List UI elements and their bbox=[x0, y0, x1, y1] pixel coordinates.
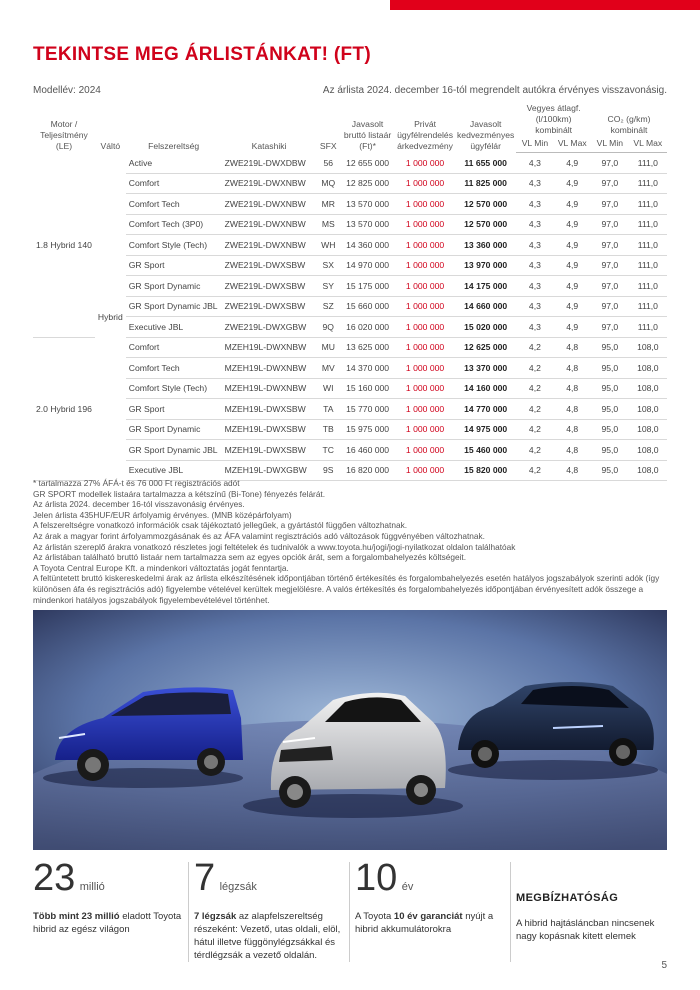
privat-cell: 1 000 000 bbox=[395, 317, 455, 338]
co2-max-cell: 111,0 bbox=[629, 173, 667, 194]
stat-bold-text: 7 légzsák bbox=[194, 911, 237, 922]
stat-number: 10 bbox=[355, 857, 398, 899]
sfx-cell: SX bbox=[317, 255, 341, 276]
footnote-line: A felszereltségre vonatkozó információk csak tájékoztató jellegűek, a gyártástól függően változhatnak. bbox=[33, 520, 408, 531]
javasolt-cell: 15 975 000 bbox=[340, 419, 395, 440]
table-row bbox=[33, 153, 667, 174]
price-table bbox=[33, 102, 667, 481]
stat-airbags bbox=[194, 858, 344, 962]
vl-max-cell: 4,9 bbox=[554, 255, 591, 276]
sfx-cell: TB bbox=[317, 419, 341, 440]
stat-unit: év bbox=[401, 881, 414, 893]
vl-max-cell: 4,9 bbox=[554, 153, 591, 174]
co2-min-cell: 95,0 bbox=[591, 419, 629, 440]
katashiki-cell: ZWE219L-DWXSBW bbox=[222, 296, 317, 317]
co2-min-cell: 95,0 bbox=[591, 440, 629, 461]
col-sfx-header: SFX bbox=[319, 140, 337, 151]
kedvezmenyes-cell: 15 820 000 bbox=[455, 460, 516, 481]
footnote-line: A feltüntetett bruttó kiskereskedelmi árak az árlista elkészítésének időpontjában történő értékesítés és forgalombahelyezés esetén hatályos jogszabályok szerinti adók (így különösen áfa és regisztrációs adó) figyelembe vételével kerültek megjelölésre. A valós értékesítés és forgalombahelyezés időpontjában érvényesített adók összege a mindenkori hatályos jogszabályok figyelembevételével történhet. bbox=[33, 573, 660, 605]
vl-min-cell: 4,3 bbox=[516, 194, 553, 215]
vl-max-cell: 4,8 bbox=[554, 460, 591, 481]
valto-cell: Hybrid bbox=[97, 311, 123, 322]
javasolt-cell: 16 820 000 bbox=[340, 460, 395, 481]
javasolt-cell: 14 370 000 bbox=[340, 358, 395, 379]
katashiki-cell: ZWE219L-DWXNBW bbox=[222, 235, 317, 256]
motor-cell: 2.0 Hybrid 196 bbox=[33, 337, 95, 481]
javasolt-cell: 16 020 000 bbox=[340, 317, 395, 338]
co2-min-cell: 97,0 bbox=[591, 235, 629, 256]
sfx-cell: WH bbox=[317, 235, 341, 256]
vl-max-cell: 4,9 bbox=[554, 214, 591, 235]
javasolt-cell: 15 770 000 bbox=[340, 399, 395, 420]
page-number: 5 bbox=[661, 960, 667, 971]
felszereltseg-cell: Comfort Tech bbox=[126, 358, 222, 379]
col-privat-header: Privát ügyfélrendelés árkedvezmény bbox=[397, 118, 453, 151]
stat-text: az alapfelszereltség részeként: Vezető, utas oldali, elöl, hátul illetve függönylégzsákkal és térdlégzsák a vezető oldalán. bbox=[194, 911, 341, 961]
stat-caption: MEGBÍZHATÓSÁG bbox=[516, 892, 619, 904]
col-co2-header: CO₂ (g/km) kombinált bbox=[607, 114, 651, 135]
co2-min-cell: 95,0 bbox=[591, 358, 629, 379]
divider bbox=[188, 862, 189, 962]
felszereltseg-cell: GR Sport Dynamic bbox=[126, 419, 222, 440]
vl-min-cell: 4,2 bbox=[516, 460, 553, 481]
javasolt-cell: 12 825 000 bbox=[340, 173, 395, 194]
kedvezmenyes-cell: 12 570 000 bbox=[455, 194, 516, 215]
katashiki-cell: ZWE219L-DWXNBW bbox=[222, 214, 317, 235]
co2-min-cell: 97,0 bbox=[591, 276, 629, 297]
katashiki-cell: ZWE219L-DWXGBW bbox=[222, 317, 317, 338]
table-row bbox=[33, 276, 667, 297]
kedvezmenyes-cell: 14 160 000 bbox=[455, 378, 516, 399]
javasolt-cell: 14 970 000 bbox=[340, 255, 395, 276]
javasolt-cell: 13 625 000 bbox=[340, 337, 395, 358]
co2-max-cell: 108,0 bbox=[629, 460, 667, 481]
katashiki-cell: MZEH19L-DWXSBW bbox=[222, 399, 317, 420]
co2-min-cell: 95,0 bbox=[591, 378, 629, 399]
footnote-line: Az árlista 2024. december 16-tól visszavonásig érvényes. bbox=[33, 499, 245, 510]
sfx-cell: MV bbox=[317, 358, 341, 379]
co2-min-cell: 97,0 bbox=[591, 214, 629, 235]
co2-max-cell: 111,0 bbox=[629, 317, 667, 338]
javasolt-cell: 15 660 000 bbox=[340, 296, 395, 317]
privat-cell: 1 000 000 bbox=[395, 214, 455, 235]
table-row bbox=[33, 358, 667, 379]
col-vl-max-header: VL Max bbox=[554, 137, 591, 153]
katashiki-cell: MZEH19L-DWXNBW bbox=[222, 358, 317, 379]
privat-cell: 1 000 000 bbox=[395, 399, 455, 420]
co2-min-cell: 95,0 bbox=[591, 460, 629, 481]
vl-min-cell: 4,2 bbox=[516, 358, 553, 379]
sfx-cell: MU bbox=[317, 337, 341, 358]
sfx-cell: SZ bbox=[317, 296, 341, 317]
co2-max-cell: 111,0 bbox=[629, 296, 667, 317]
vl-max-cell: 4,8 bbox=[554, 378, 591, 399]
motor-cell: 1.8 Hybrid 140 bbox=[33, 153, 95, 338]
felszereltseg-cell: Comfort Style (Tech) bbox=[126, 235, 222, 256]
javasolt-cell: 14 360 000 bbox=[340, 235, 395, 256]
sfx-cell: TA bbox=[317, 399, 341, 420]
kedvezmenyes-cell: 13 970 000 bbox=[455, 255, 516, 276]
kedvezmenyes-cell: 14 660 000 bbox=[455, 296, 516, 317]
stat-bold-text: 10 év garanciát bbox=[393, 911, 463, 922]
felszereltseg-cell: Comfort bbox=[126, 337, 222, 358]
col-valto-header: Váltó bbox=[100, 140, 121, 151]
vl-min-cell: 4,2 bbox=[516, 378, 553, 399]
vl-min-cell: 4,3 bbox=[516, 255, 553, 276]
vl-max-cell: 4,9 bbox=[554, 296, 591, 317]
vl-max-cell: 4,8 bbox=[554, 337, 591, 358]
felszereltseg-cell: Executive JBL bbox=[126, 460, 222, 481]
felszereltseg-cell: GR Sport Dynamic JBL bbox=[126, 440, 222, 461]
vl-min-cell: 4,2 bbox=[516, 440, 553, 461]
table-row bbox=[33, 337, 667, 358]
privat-cell: 1 000 000 bbox=[395, 235, 455, 256]
vl-max-cell: 4,9 bbox=[554, 276, 591, 297]
felszereltseg-cell: Comfort Tech bbox=[126, 194, 222, 215]
vl-max-cell: 4,8 bbox=[554, 358, 591, 379]
felszereltseg-cell: Comfort Style (Tech) bbox=[126, 378, 222, 399]
co2-max-cell: 108,0 bbox=[629, 337, 667, 358]
vl-max-cell: 4,9 bbox=[554, 235, 591, 256]
col-vl-min-header: VL Min bbox=[516, 137, 553, 153]
divider bbox=[510, 862, 511, 962]
kedvezmenyes-cell: 14 175 000 bbox=[455, 276, 516, 297]
sfx-cell: WI bbox=[317, 378, 341, 399]
stat-text: eladott Toyota hibrid az egész világon bbox=[33, 911, 182, 935]
vl-min-cell: 4,3 bbox=[516, 153, 553, 174]
privat-cell: 1 000 000 bbox=[395, 378, 455, 399]
co2-min-cell: 97,0 bbox=[591, 194, 629, 215]
katashiki-cell: MZEH19L-DWXNBW bbox=[222, 378, 317, 399]
privat-cell: 1 000 000 bbox=[395, 173, 455, 194]
javasolt-cell: 16 460 000 bbox=[340, 440, 395, 461]
privat-cell: 1 000 000 bbox=[395, 440, 455, 461]
javasolt-cell: 13 570 000 bbox=[340, 214, 395, 235]
table-row bbox=[33, 419, 667, 440]
privat-cell: 1 000 000 bbox=[395, 337, 455, 358]
footnotes bbox=[33, 478, 667, 605]
kedvezmenyes-cell: 15 460 000 bbox=[455, 440, 516, 461]
katashiki-cell: MZEH19L-DWXGBW bbox=[222, 460, 317, 481]
col-co2-min-header: VL Min bbox=[591, 137, 629, 153]
vl-max-cell: 4,8 bbox=[554, 419, 591, 440]
sfx-cell: MS bbox=[317, 214, 341, 235]
key-stats bbox=[33, 858, 667, 968]
kedvezmenyes-cell: 12 570 000 bbox=[455, 214, 516, 235]
co2-min-cell: 97,0 bbox=[591, 255, 629, 276]
co2-max-cell: 111,0 bbox=[629, 153, 667, 174]
corolla-lineup-image bbox=[33, 610, 667, 850]
cars-photo bbox=[33, 610, 667, 850]
katashiki-cell: MZEH19L-DWXSBW bbox=[222, 419, 317, 440]
vl-min-cell: 4,3 bbox=[516, 173, 553, 194]
table-row bbox=[33, 399, 667, 420]
validity-note: Az árlista 2024. december 16-tól megrendelt autókra érvényes visszavonásig. bbox=[322, 85, 667, 96]
table-row bbox=[33, 194, 667, 215]
vl-min-cell: 4,3 bbox=[516, 214, 553, 235]
table-row bbox=[33, 378, 667, 399]
vl-min-cell: 4,3 bbox=[516, 296, 553, 317]
kedvezmenyes-cell: 11 655 000 bbox=[455, 153, 516, 174]
kedvezmenyes-cell: 12 625 000 bbox=[455, 337, 516, 358]
vl-max-cell: 4,8 bbox=[554, 440, 591, 461]
felszereltseg-cell: GR Sport bbox=[126, 399, 222, 420]
felszereltseg-cell: GR Sport bbox=[126, 255, 222, 276]
co2-min-cell: 97,0 bbox=[591, 317, 629, 338]
col-motor-header: Motor / Teljesítmény (LE) bbox=[40, 118, 88, 151]
kedvezmenyes-cell: 14 770 000 bbox=[455, 399, 516, 420]
divider bbox=[349, 862, 350, 962]
sfx-cell: MQ bbox=[317, 173, 341, 194]
sfx-cell: 9S bbox=[317, 460, 341, 481]
stat-hybrids-sold bbox=[33, 858, 183, 936]
privat-cell: 1 000 000 bbox=[395, 460, 455, 481]
co2-min-cell: 97,0 bbox=[591, 296, 629, 317]
felszereltseg-cell: Active bbox=[126, 153, 222, 174]
co2-min-cell: 95,0 bbox=[591, 399, 629, 420]
javasolt-cell: 12 655 000 bbox=[340, 153, 395, 174]
vl-min-cell: 4,2 bbox=[516, 337, 553, 358]
stat-unit: légzsák bbox=[219, 881, 257, 893]
co2-max-cell: 111,0 bbox=[629, 235, 667, 256]
table-row bbox=[33, 317, 667, 338]
kedvezmenyes-cell: 13 360 000 bbox=[455, 235, 516, 256]
felszereltseg-cell: Executive JBL bbox=[126, 317, 222, 338]
stat-number: 23 bbox=[33, 857, 76, 899]
privat-cell: 1 000 000 bbox=[395, 358, 455, 379]
felszereltseg-cell: Comfort Tech (3P0) bbox=[126, 214, 222, 235]
katashiki-cell: ZWE219L-DWXSBW bbox=[222, 276, 317, 297]
stat-unit: millió bbox=[79, 881, 105, 893]
vl-min-cell: 4,3 bbox=[516, 235, 553, 256]
javasolt-cell: 15 175 000 bbox=[340, 276, 395, 297]
co2-min-cell: 95,0 bbox=[591, 337, 629, 358]
felszereltseg-cell: GR Sport Dynamic bbox=[126, 276, 222, 297]
katashiki-cell: MZEH19L-DWXSBW bbox=[222, 440, 317, 461]
javasolt-cell: 13 570 000 bbox=[340, 194, 395, 215]
katashiki-cell: MZEH19L-DWXNBW bbox=[222, 337, 317, 358]
col-kedvezmenyes-header: Javasolt kedvezményes ügyfélár bbox=[457, 118, 515, 151]
col-katashiki-header: Katashiki bbox=[251, 140, 287, 151]
sfx-cell: 9Q bbox=[317, 317, 341, 338]
footnote-line: GR SPORT modellek listaára tartalmazza a kétszínű (Bi-Tone) fényezés felárát. bbox=[33, 488, 326, 499]
col-felszereltseg-header: Felszereltség bbox=[148, 140, 200, 151]
top-accent-bar bbox=[390, 0, 700, 10]
stat-bold-text: Több mint 23 millió bbox=[33, 911, 120, 922]
sfx-cell: MR bbox=[317, 194, 341, 215]
footnote-line: Az árlistán szereplő árakra vonatkozó részletes jogi feltételek és tudnivalók a www.toyota.hu/jogi/jogi-nyilatkozat oldalon találhatóak bbox=[33, 541, 516, 552]
vl-min-cell: 4,3 bbox=[516, 276, 553, 297]
privat-cell: 1 000 000 bbox=[395, 153, 455, 174]
felszereltseg-cell: GR Sport Dynamic JBL bbox=[126, 296, 222, 317]
katashiki-cell: ZWE219L-DWXDBW bbox=[222, 153, 317, 174]
stat-text: A hibrid hajtásláncban nincsenek nagy kopásnak kitett elemek bbox=[516, 918, 655, 942]
katashiki-cell: ZWE219L-DWXNBW bbox=[222, 173, 317, 194]
table-row bbox=[33, 296, 667, 317]
stat-pre-text: A Toyota bbox=[355, 911, 394, 922]
kedvezmenyes-cell: 13 370 000 bbox=[455, 358, 516, 379]
co2-max-cell: 108,0 bbox=[629, 358, 667, 379]
table-row bbox=[33, 440, 667, 461]
co2-max-cell: 108,0 bbox=[629, 419, 667, 440]
page-title: TEKINTSE MEG ÁRLISTÁNKAT! (FT) bbox=[33, 44, 371, 65]
table-row bbox=[33, 235, 667, 256]
table-row bbox=[33, 214, 667, 235]
col-co2-max-header: VL Max bbox=[629, 137, 667, 153]
privat-cell: 1 000 000 bbox=[395, 419, 455, 440]
privat-cell: 1 000 000 bbox=[395, 194, 455, 215]
stat-warranty bbox=[355, 858, 505, 936]
sfx-cell: TC bbox=[317, 440, 341, 461]
co2-max-cell: 111,0 bbox=[629, 194, 667, 215]
kedvezmenyes-cell: 14 975 000 bbox=[455, 419, 516, 440]
vl-max-cell: 4,9 bbox=[554, 173, 591, 194]
privat-cell: 1 000 000 bbox=[395, 276, 455, 297]
stat-number: 7 bbox=[194, 857, 216, 899]
co2-min-cell: 97,0 bbox=[591, 153, 629, 174]
model-year: Modellév: 2024 bbox=[33, 85, 101, 96]
footnote-line: * tartalmazza 27% ÁFÁ-t és 76 000 Ft regisztrációs adót bbox=[33, 478, 240, 488]
vl-max-cell: 4,9 bbox=[554, 317, 591, 338]
vl-min-cell: 4,2 bbox=[516, 419, 553, 440]
vl-min-cell: 4,3 bbox=[516, 317, 553, 338]
kedvezmenyes-cell: 11 825 000 bbox=[455, 173, 516, 194]
table-row bbox=[33, 173, 667, 194]
col-vegyes-header: Vegyes átlagf. (l/100km) kombinált bbox=[526, 103, 581, 135]
footnote-line: A Toyota Central Europe Kft. a mindenkori változtatás jogát fenntartja. bbox=[33, 562, 289, 573]
vl-max-cell: 4,9 bbox=[554, 194, 591, 215]
privat-cell: 1 000 000 bbox=[395, 296, 455, 317]
table-row bbox=[33, 255, 667, 276]
co2-max-cell: 111,0 bbox=[629, 214, 667, 235]
co2-max-cell: 108,0 bbox=[629, 440, 667, 461]
co2-max-cell: 111,0 bbox=[629, 255, 667, 276]
stat-text: nyújt a hibrid akkumulátorokra bbox=[355, 911, 494, 935]
sfx-cell: SY bbox=[317, 276, 341, 297]
co2-max-cell: 111,0 bbox=[629, 276, 667, 297]
kedvezmenyes-cell: 15 020 000 bbox=[455, 317, 516, 338]
katashiki-cell: ZWE219L-DWXSBW bbox=[222, 255, 317, 276]
vl-min-cell: 4,2 bbox=[516, 399, 553, 420]
co2-max-cell: 108,0 bbox=[629, 399, 667, 420]
katashiki-cell: ZWE219L-DWXNBW bbox=[222, 194, 317, 215]
footnote-line: Jelen árlista 435HUF/EUR árfolyamig érvényes. (MNB középárfolyam) bbox=[33, 509, 292, 520]
co2-max-cell: 108,0 bbox=[629, 378, 667, 399]
javasolt-cell: 15 160 000 bbox=[340, 378, 395, 399]
felszereltseg-cell: Comfort bbox=[126, 173, 222, 194]
stat-reliability bbox=[516, 858, 666, 943]
footnote-line: Az árlistában található bruttó listaár nem tartalmazza sem az egyes opciók árát, sem a forgalombahelyezés költségeit. bbox=[33, 552, 467, 563]
privat-cell: 1 000 000 bbox=[395, 255, 455, 276]
col-javasolt-header: Javasolt bruttó listaár (Ft)* bbox=[343, 118, 392, 151]
co2-min-cell: 97,0 bbox=[591, 173, 629, 194]
footnote-line: Az árak a magyar forint árfolyammozgásának és az ÁFA valamint regisztrációs adó változások függvényében változhatnak. bbox=[33, 530, 485, 541]
vl-max-cell: 4,8 bbox=[554, 399, 591, 420]
sfx-cell: 56 bbox=[317, 153, 341, 174]
